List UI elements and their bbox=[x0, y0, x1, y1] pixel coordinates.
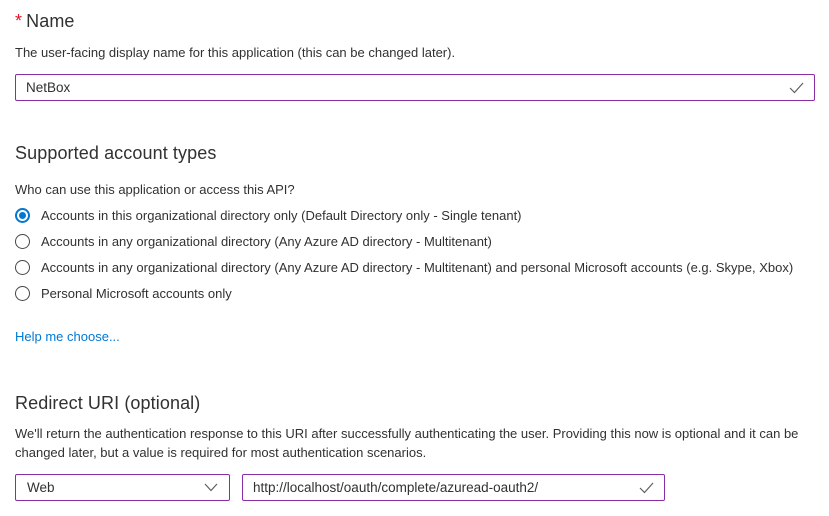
account-types-question: Who can use this application or access this API? bbox=[15, 182, 295, 197]
platform-select[interactable] bbox=[15, 474, 230, 501]
radio-option-single-tenant[interactable] bbox=[15, 202, 815, 228]
radio-option-multitenant-personal[interactable] bbox=[15, 254, 815, 280]
check-icon bbox=[639, 482, 654, 494]
radio-option-personal-only[interactable] bbox=[15, 280, 815, 306]
radio-button-icon[interactable] bbox=[15, 234, 30, 249]
name-section-title bbox=[15, 10, 815, 32]
check-icon bbox=[789, 82, 804, 94]
redirect-uri-description: We'll return the authentication response to this URI after successfully authenticating the user. Providing this now is optional and it can be changed later, but a value is required for most authentication scenarios. bbox=[15, 426, 799, 460]
redirect-uri-input[interactable] bbox=[243, 475, 664, 500]
radio-option-label: Accounts in any organizational directory (Any Azure AD directory - Multitenant) bbox=[41, 233, 492, 249]
chevron-down-icon bbox=[204, 483, 218, 492]
help-me-choose-link[interactable]: Help me choose... bbox=[15, 329, 120, 344]
platform-select-value: Web bbox=[27, 480, 55, 495]
radio-option-label: Accounts in this organizational directory only (Default Directory only - Single tenant) bbox=[41, 207, 522, 223]
name-input[interactable] bbox=[16, 75, 814, 100]
name-title-text: Name bbox=[26, 11, 75, 31]
redirect-uri-input-container bbox=[242, 474, 665, 501]
radio-option-label: Personal Microsoft accounts only bbox=[41, 285, 232, 301]
name-description: The user-facing display name for this application (this can be changed later). bbox=[15, 45, 456, 60]
name-input-container bbox=[15, 74, 815, 101]
account-types-radio-group bbox=[15, 202, 815, 306]
radio-option-multitenant[interactable] bbox=[15, 228, 815, 254]
radio-button-icon[interactable] bbox=[15, 260, 30, 275]
radio-button-icon[interactable] bbox=[15, 208, 30, 223]
radio-option-label: Accounts in any organizational directory (Any Azure AD directory - Multitenant) and personal Microsoft accounts (e.g. Skype, Xbox) bbox=[41, 259, 794, 275]
supported-account-types-title: Supported account types bbox=[15, 143, 217, 163]
redirect-uri-controls bbox=[15, 474, 815, 501]
redirect-uri-title: Redirect URI (optional) bbox=[15, 393, 201, 413]
radio-button-icon[interactable] bbox=[15, 286, 30, 301]
required-asterisk: * bbox=[15, 11, 23, 31]
